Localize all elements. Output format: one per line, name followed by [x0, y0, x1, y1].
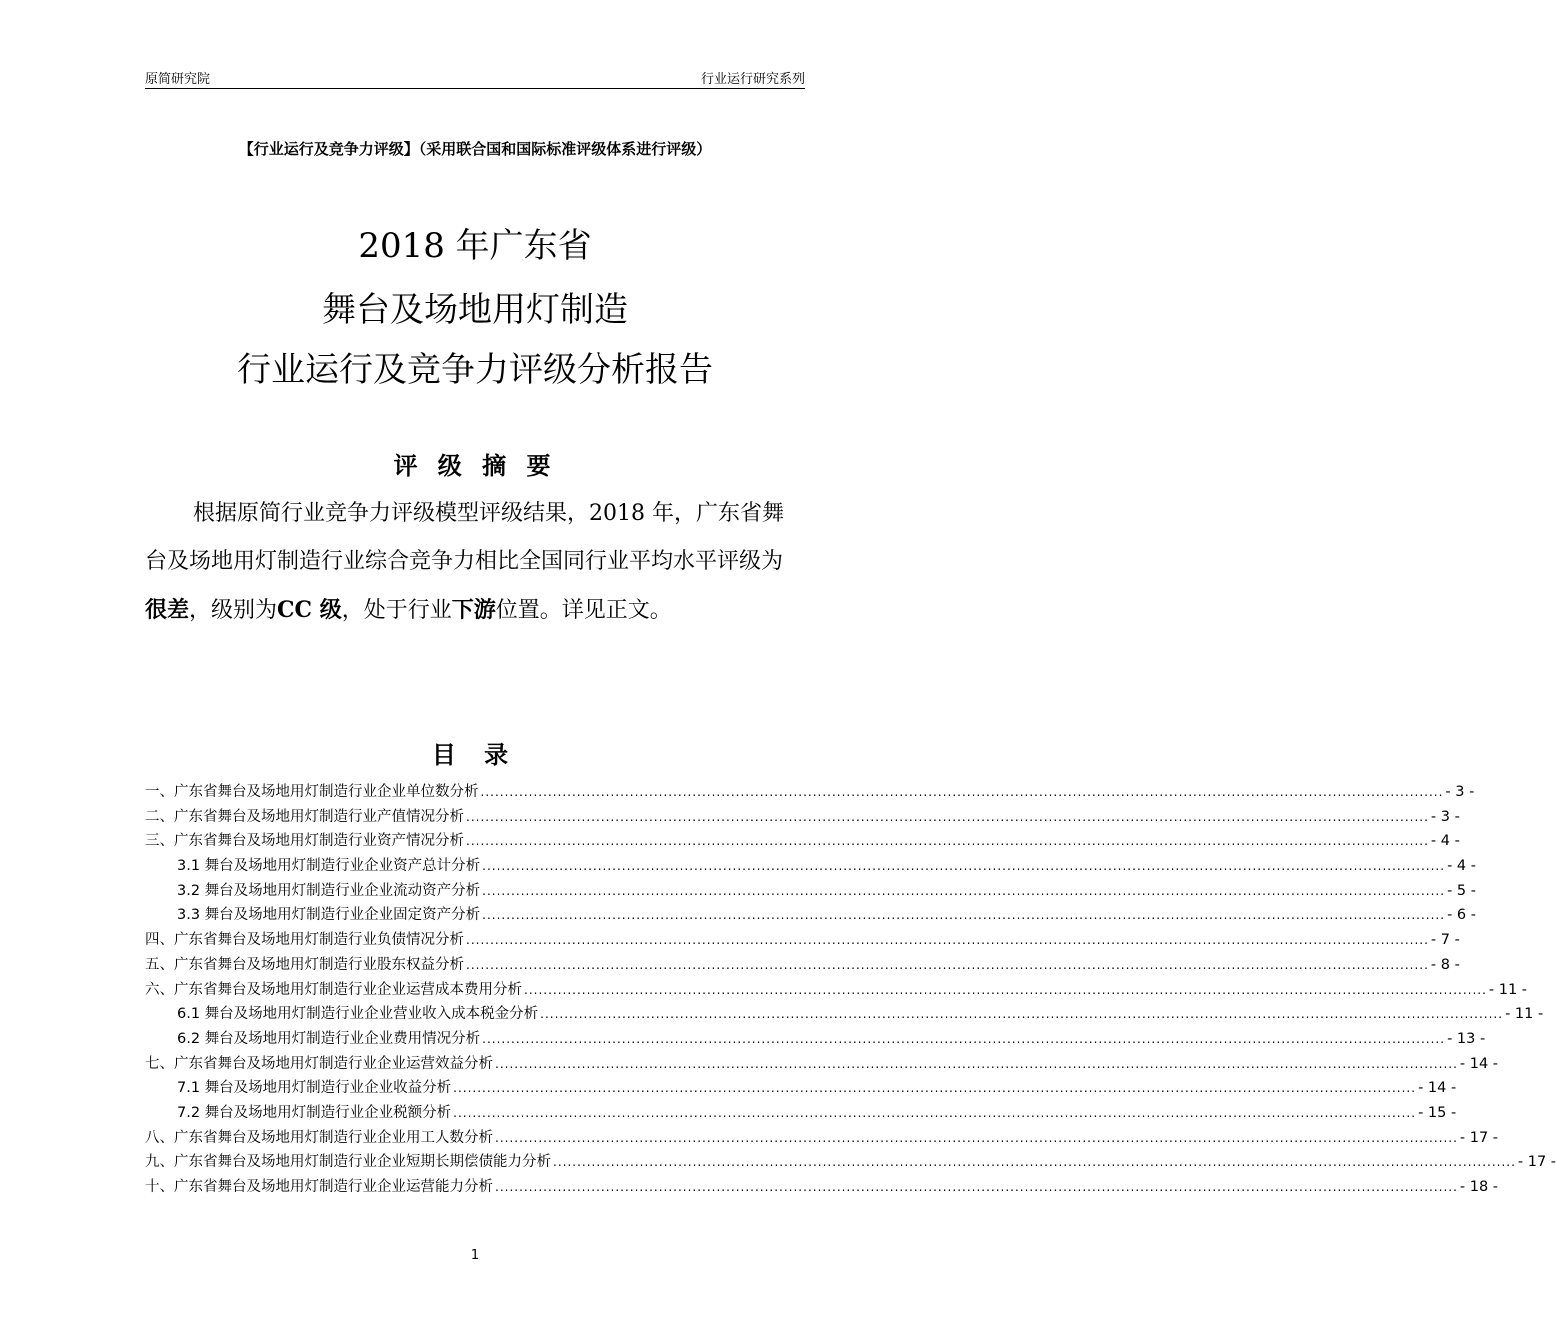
abstract-text-4: 位置。详见正文。	[495, 598, 672, 623]
toc-dot-leader: ........................................................................................................................................................................................................	[482, 859, 1446, 874]
toc-entry-page: - 11 -	[1488, 981, 1528, 998]
toc-entry[interactable]	[145, 1126, 1499, 1151]
toc-entry-page: - 7 -	[1430, 932, 1460, 949]
abstract-text-2: ，级别为	[189, 598, 278, 623]
abstract-text-3: ，处于行业	[341, 598, 452, 623]
toc-entry-page: - 17 -	[1517, 1154, 1556, 1171]
toc-entry-label: 6.2 舞台及场地用灯制造行业企业费用情况分析	[177, 1030, 481, 1047]
toc-entry-page: - 3 -	[1430, 808, 1460, 825]
toc-entry-label: 3.3 舞台及场地用灯制造行业企业固定资产分析	[177, 907, 481, 924]
toc-dot-leader: ........................................................................................................................................................................................................	[466, 933, 1429, 948]
toc-entry[interactable]	[145, 1175, 1499, 1200]
rating-grade: CC 级	[277, 597, 342, 623]
toc-entry[interactable]	[145, 928, 1460, 953]
toc-entry[interactable]	[145, 1002, 1544, 1027]
toc-entry-label: 八、广东省舞台及场地用灯制造行业企业用工人数分析	[145, 1129, 493, 1146]
toc-entry-page: - 18 -	[1459, 1179, 1499, 1195]
toc-entry[interactable]	[145, 1150, 1556, 1175]
toc-entry-label: 四、广东省舞台及场地用灯制造行业负债情况分析	[145, 932, 464, 949]
toc-entry-page: - 15 -	[1418, 1104, 1457, 1121]
toc-entry-label: 七、广东省舞台及场地用灯制造行业企业运营效益分析	[145, 1055, 493, 1072]
toc-dot-leader: ........................................................................................................................................................................................................	[524, 982, 1487, 997]
title-line-3: 行业运行及竞争力评级分析报告	[237, 350, 713, 390]
toc-entry[interactable]	[145, 1027, 1486, 1052]
table-of-contents	[145, 780, 1556, 1200]
toc-dot-leader: ........................................................................................................................................................................................................	[495, 1130, 1458, 1145]
toc-entry-page: - 14 -	[1459, 1055, 1499, 1072]
toc-entry[interactable]	[145, 1076, 1457, 1101]
toc-heading: 目 录	[431, 741, 519, 769]
toc-entry-label: 五、广东省舞台及场地用灯制造行业股东权益分析	[145, 956, 464, 973]
toc-entry-page: - 5 -	[1447, 882, 1476, 899]
header-series-name: 行业运行研究系列	[700, 72, 805, 87]
toc-entry-label: 三、广东省舞台及场地用灯制造行业资产情况分析	[145, 833, 464, 850]
toc-entry-label: 7.2 舞台及场地用灯制造行业企业税额分析	[177, 1104, 452, 1121]
toc-entry-label: 6.1 舞台及场地用灯制造行业企业营业收入成本税金分析	[177, 1006, 539, 1023]
toc-entry-page: - 17 -	[1459, 1129, 1499, 1146]
toc-entry-page: - 14 -	[1418, 1080, 1457, 1097]
toc-entry-page: - 11 -	[1505, 1006, 1544, 1023]
toc-entry-page: - 13 -	[1447, 1030, 1486, 1047]
toc-entry-label: 一、广东省舞台及场地用灯制造行业企业单位数分析	[145, 784, 479, 800]
toc-entry[interactable]	[145, 953, 1460, 978]
toc-entry-page: - 8 -	[1430, 956, 1460, 973]
toc-entry[interactable]	[145, 978, 1528, 1003]
toc-entry[interactable]	[145, 879, 1476, 904]
toc-entry[interactable]	[145, 1101, 1457, 1126]
toc-entry[interactable]	[145, 903, 1476, 928]
toc-entry-page: - 3 -	[1445, 784, 1475, 800]
toc-dot-leader: ........................................................................................................................................................................................................	[495, 1056, 1458, 1071]
toc-dot-leader: ........................................................................................................................................................................................................	[453, 1081, 1417, 1096]
toc-entry-label: 六、广东省舞台及场地用灯制造行业企业运营成本费用分析	[145, 981, 522, 998]
toc-entry[interactable]	[145, 1052, 1499, 1077]
toc-entry-label: 九、广东省舞台及场地用灯制造行业企业短期长期偿债能力分析	[145, 1154, 551, 1171]
toc-entry-label: 十、广东省舞台及场地用灯制造行业企业运营能力分析	[145, 1179, 493, 1195]
page-number: 1	[470, 1248, 480, 1263]
toc-entry-label: 二、广东省舞台及场地用灯制造行业产值情况分析	[145, 808, 464, 825]
toc-dot-leader: ........................................................................................................................................................................................................	[466, 957, 1429, 972]
header-org-name: 原简研究院	[145, 72, 211, 87]
abstract-heading: 评 级 摘 要	[393, 452, 557, 480]
toc-dot-leader: ........................................................................................................................................................................................................	[495, 1180, 1458, 1194]
abstract-paragraph	[145, 490, 805, 635]
industry-position: 下游	[451, 597, 496, 623]
toc-entry[interactable]	[145, 780, 1475, 805]
toc-dot-leader: ........................................................................................................................................................................................................	[466, 809, 1429, 824]
toc-entry[interactable]	[145, 829, 1460, 854]
toc-entry-page: - 4 -	[1447, 858, 1476, 875]
toc-dot-leader: ........................................................................................................................................................................................................	[482, 883, 1446, 898]
rating-word: 很差	[145, 597, 190, 623]
title-line-2: 舞台及场地用灯制造	[322, 290, 628, 330]
title-line-1: 2018 年广东省	[358, 226, 592, 266]
toc-dot-leader: ........................................................................................................................................................................................................	[540, 1007, 1504, 1022]
toc-entry[interactable]	[145, 854, 1476, 879]
toc-dot-leader: ........................................................................................................................................................................................................	[466, 834, 1429, 849]
toc-entry[interactable]	[145, 805, 1460, 830]
toc-entry-page: - 4 -	[1430, 833, 1460, 850]
page-header	[145, 66, 805, 89]
toc-entry-label: 3.2 舞台及场地用灯制造行业企业流动资产分析	[177, 882, 481, 899]
toc-dot-leader: ........................................................................................................................................................................................................	[480, 785, 1444, 799]
toc-entry-page: - 6 -	[1447, 907, 1476, 924]
abstract-text-1: 根据原简行业竞争力评级模型评级结果，2018 年，广东省舞台及场地用灯制造行业综合竞争力相比全国同行业平均水平评级为	[145, 501, 784, 574]
toc-entry-label: 3.1 舞台及场地用灯制造行业企业资产总计分析	[177, 858, 481, 875]
toc-dot-leader: ........................................................................................................................................................................................................	[553, 1155, 1516, 1170]
toc-dot-leader: ........................................................................................................................................................................................................	[453, 1105, 1417, 1120]
toc-dot-leader: ........................................................................................................................................................................................................	[482, 1031, 1446, 1046]
toc-dot-leader: ........................................................................................................................................................................................................	[482, 908, 1446, 923]
toc-entry-label: 7.1 舞台及场地用灯制造行业企业收益分析	[177, 1080, 452, 1097]
report-subtitle: 【行业运行及竞争力评级】（采用联合国和国际标准评级体系进行评级）	[238, 140, 712, 158]
